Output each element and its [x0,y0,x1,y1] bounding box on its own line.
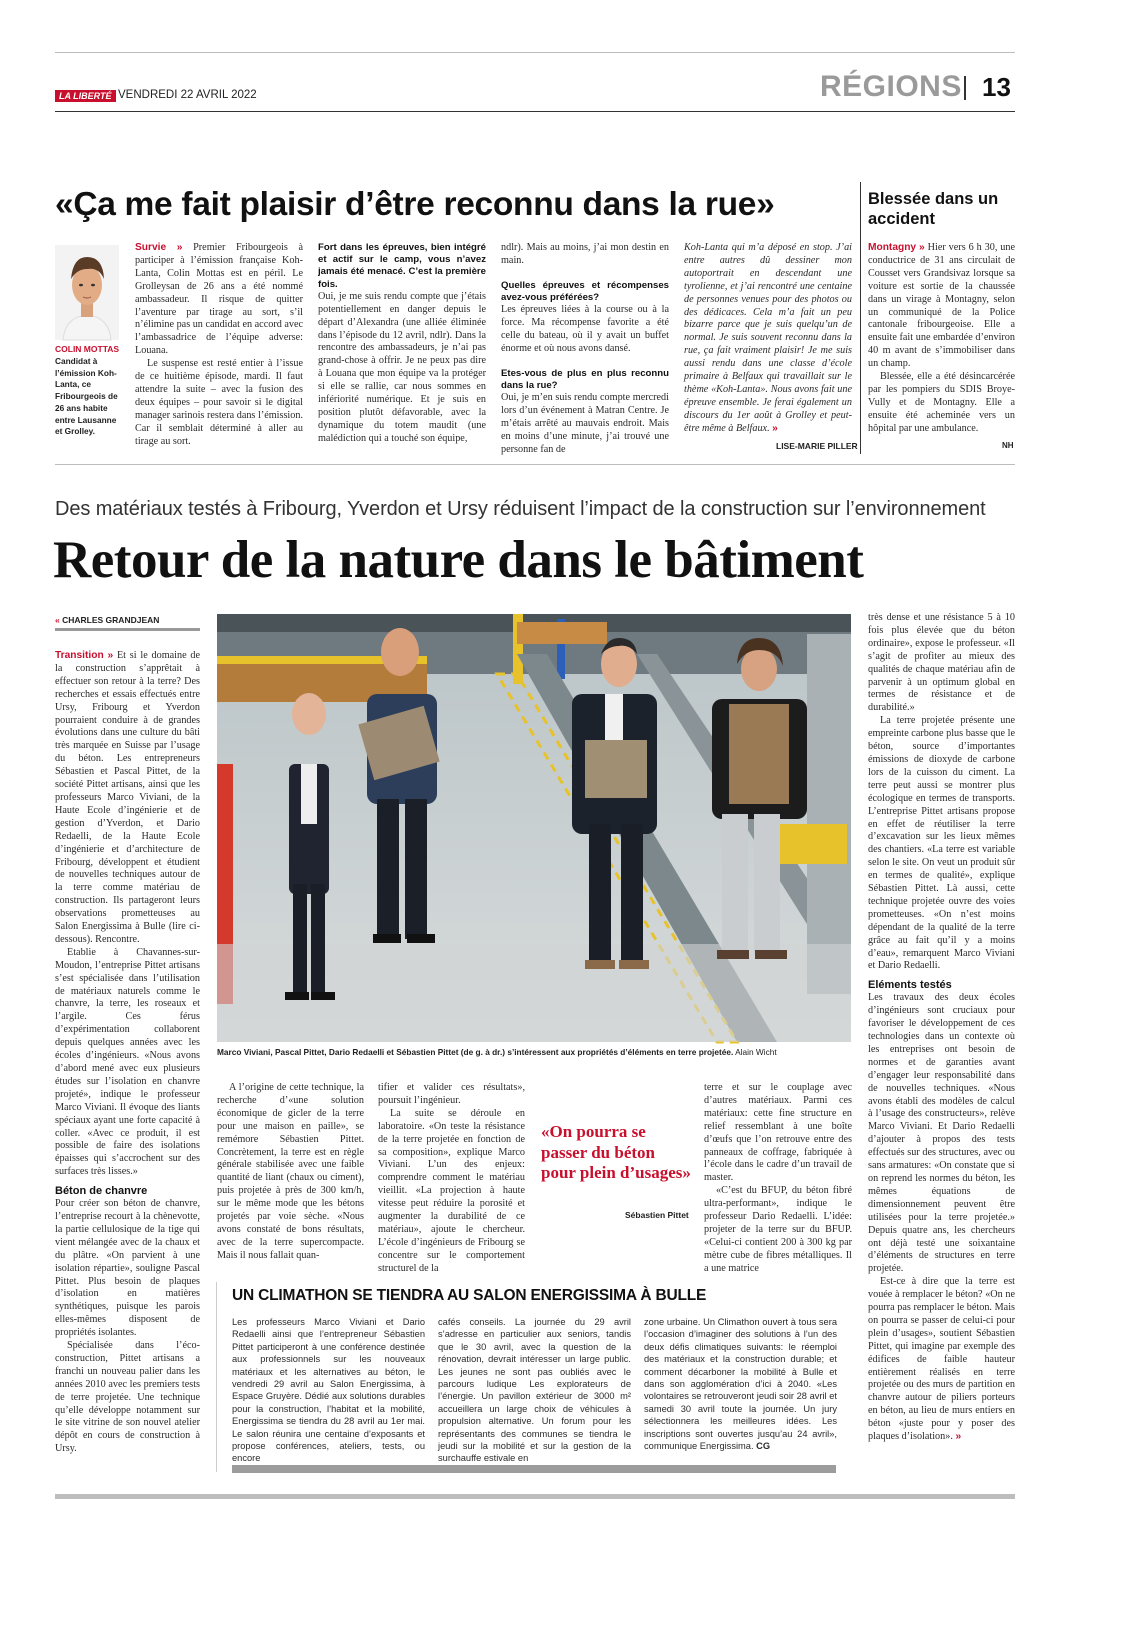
box-title: UN CLIMATHON SE TIENDRA AU SALON ENERGISSIMA À BULLE [232,1287,707,1304]
sidebar-divider [860,182,861,454]
pull-quote: «On pourra se passer du béton pour plein d’usages» [541,1122,691,1182]
author-line: « CHARLES GRANDJEAN [55,615,160,625]
box-rule-left [216,1282,217,1472]
article1-col3: ndlr). Mais au moins, j’ai mon destin en main. Quelles épreuves et récompenses avez-vous préférées? Les épreuves liées à la course ou à la force. Ma récompense favorite a été celle du bateau, où il y avait un buffet énorme et où nous avons dansé. Etes-vous de plus en plus reconnu dans la rue? Oui, je m’en suis rendu compte mercredi lors d’un événement à Matran Centre. Je m’étais arrêté au mauvais endroit. Mais en moins d’une minute, j’ai trouvé une personne fan de [501,242,669,455]
section-divider [55,464,1015,465]
subhead: Eléments testés [868,979,952,992]
interview-question: Fort dans les épreuves, bien intégré et actif sur le camp, vous n’avez jamais été menacé. C’est la première fois. [318,242,486,290]
photo-credit: Alain Wicht [735,1047,777,1057]
issue-date: VENDREDI 22 AVRIL 2022 [118,89,257,101]
page-number: 13 [982,72,1011,102]
box-col2: cafés conseils. La journée du 29 avril s’adresse en particulier aux seniors, tandis que le 30 avril, avec la question de la rénovation, devrait intéresser un large public. Les jeunes ne sont pas oubliés avec le parcours ludique Les explorateurs de l’énergie. Un pavillon extérieur de 3000 m² accueillera un large choix de véhicules à propulsion alternative. Un forum pour les représentants des communes se tiendra le jeudi sur la mobilité et sur la gestion de la surchauffe estivale en [438,1317,631,1464]
article2-title: Retour de la nature dans le bâtiment [53,531,864,589]
article1-col2: Fort dans les épreuves, bien intégré et actif sur le camp, vous n’avez jamais été menacé. C’est la première fois. Oui, je me suis rendu compte que j’étais potentiellement en danger depuis le départ d’Alexandra (une alliée éliminée dans l’épisode du 12 avril, ndlr). Dans la rencontre des ambassadeurs, je n’ai pas grand-chose à offrir. Je ne peux pas dire à Louana que mon équipe va la protéger si elle se rallie, car nous sommes en infériorité numérique. Et je suis en position plutôt défavorable, avec la dynamique du totem maudit (une malédiction qui a touché son équipe, [318,242,486,444]
main-photo [217,614,851,1042]
article1-byline: LISE-MARIE PILLER [776,441,858,451]
photo-caption: Marco Viviani, Pascal Pittet, Dario Redaelli et Sébastien Pittet (de g. à dr.) s’intéressent aux propriétés d’éléments en terre projetée. Alain Wicht [217,1047,777,1057]
article2-col6: très dense et une résistance 5 à 10 fois plus élevée que du béton ordinaire», expose le professeur. «Il s’agit de profiter au mieux des qualités de chaque matériau afin de parvenir à un optimum global en termes de résistance et de durabilité.» La terre projetée présente une empreinte carbone plus basse que le béton, source d’importantes émissions de dioxyde de carbone lors de la cuisson du ciment. La terre peut aussi se montrer plus écologique en termes de transports. L’entreprise Pittet artisans propose en effet de réutiliser la terre d’excavation sur les lieux mêmes des chantiers. «La terre est variable selon le site. On veut un produit sûr en termes de qualité», explique Sébastien Pittet. Là aussi, cette technique projetée ouvre des voies prometteuses. «On n’est moins dépendant de la qualité de la terre grâce au fait qu’il y a moins d’eau», remarquent Marco Viviani et Dario Redaelli. Eléments testés Les travaux des deux écoles d’ingénieurs sont cruciaux pour favoriser le développement de ces technologies dans un contexte où les entreprises ont besoin de normes et de garanties avant d’engager leur responsabilité dans de nouvelles techniques. «Nous avons établi des modèles de calcul à l’usage des constructeurs», relève Marco Viviani. Et Dario Redaelli d’ajouter à propos des tests effectués sur des structures, avec ou sans armatures: «On constate que si on reprend les normes du béton, les mêmes équations de dimensionnement peuvent être utilisées pour la terre projetée.» Depuis quatre ans, les chercheurs ont déjà testé une soixantaine d’éléments de structures en terre projetée. Est-ce à dire que la terre est vouée à remplacer le béton? «On ne pourra pas remplacer le béton. Mais on pourra se passer de celui-ci pour plein d’usages», soutient Sébastien Pittet, qui imagine par exemple des édifices de faible hauteur entièrement réalisés en terre projetée ou des murs de partition en chanvre autour de piliers porteurs en béton, au lieu de murs entiers en béton «juste pour y poser des plaques d’isolation». » [868,612,1015,1443]
article1-col4: Koh-Lanta qui m’a déposé en stop. J’ai entre autres dû dessiner mon autoportrait en descendant une tyrolienne, et j’ai rencontré une centaine de personnes venues pour des photos ou des dédicaces. Cela m’a fait un peu bizarre parce que je suis quelqu’un de normal. Je suis souvent reconnu dans la rue, ça fait vraiment plaisir! Je me suis aussi rendu dans une classe d’école primaire à Belfaux qui travaillait sur le thème «Koh-Lanta». Nous avons fait une épreuve ensemble. Je ferai également un discours du 1er août à Grolley et peut-être même à Belfaux. » [684,242,852,434]
article1-col1: Survie » Premier Fribourgeois à participer à l’émission française Koh-Lanta, Colin Mottas est en péril. Le Grolleysan de 26 ans a été nommé ambassadeur. Il risque de quitter l’aventure par tirage au sort, s’il n’élimine pas un candidat en accord avec l’ambassadrice de l’équipe adverse: Louana. Le suspense est resté entier à l’issue de ce huitième épisode, mardi. Il faut attendre la suite – avec la fusion des deux équipes – pour savoir si le digital manager sarinois restera dans l’émission. Car il semblait déterminé à aller au tirage au sort. [135,242,304,447]
article2-col1: Transition » Et si le domaine de la construction s’apprêtait à effectuer son retour à la terre? Des recherches et essais effectués entre Ursy, Fribourg et Yverdon pourraient conduire à de grandes évolutions dans une culture du bâti très marquée en Suisse par l’usage du béton. Les entrepreneurs Sébastien et Pascal Pittet, de la société Pittet artisans, ainsi que les professeurs Marco Viviani, de la Haute Ecole d’ingénierie et de gestion d’Yverdon, et Dario Redaelli, de la Haute Ecole d’ingénierie et d’architecture de Fribourg, développent et étudient de nouvelles techniques autour de la terre comme matériau de construction. Ils partageront leurs observations prometteuses au Salon Energissima à Bulle (lire ci-dessous). Rencontre. Etablie à Chavannes-sur-Moudon, l’entreprise Pittet artisans s’est spécialisée dans l’utilisation de matériaux naturels comme le chanvre, la terre, les roseaux et l’argile. Ces férus d’expérimentation collaborent depuis quelques années avec les écoles d’ingénieurs. «Nous avons d’abord mené avec eux plusieurs études sur l’isolation en chanvre projeté», indique le professeur Marco Viviani. Il évoque des liants spéciaux ayant une forte capacité à coller. «Avec ce produit, il est possible de faire des isolations épaisses qui s’accrochent sur des surfaces très lisses.» Béton de chanvre Pour créer son béton de chanvre, l’entreprise recourt à la chènevotte, la partie cellulosique de la tige qui vient mélangée avec de la chaux et du plâtre. «On parvient à une isolation répartie», souligne Pascal Pittet. Plus besoin de plaques d’isolation en matières synthétiques, puisque les parois elles-mêmes disposent de propriétés isolantes. Spécialisée dans l’éco-construction, Pittet artisans a franchi un nouveau palier dans les années 2010 avec les premiers tests de terre projetée. Une technique qu’elle développe notamment sur le site vitrine de son nouvel atelier dépôt en cours de construction à Ursy. [55,650,201,1455]
footer-bar [55,1494,1015,1499]
portrait-caption-text: Candidat à l’émission Koh-Lanta, ce Fribourgeois de 26 ans habite entre Lausanne et Grolley. [55,356,118,437]
box-col3: zone urbaine. Un Climathon ouvert à tous sera l’occasion d’imaginer des solutions à l’un des deux défis climatiques suivants: le réemploi des matériaux et la construction durable; et comment décarboner la mobilité à Bulle et dans son agglomération d’ici à 2040. «Les volontaires se retrouveront jeudi soir 28 avril et samedi 30 avril toute la journée. Un jury sélectionnera les meilleures idées. Les inscriptions sont ouvertes jusqu’au 24 avril», communique Energissima. CG [644,1317,837,1452]
interview-question: Etes-vous de plus en plus reconnu dans la rue? [501,367,669,392]
sidebar-title: Blessée dans un accident [868,190,999,228]
pull-quote-author: Sébastien Pittet [625,1210,689,1220]
article2-kicker: Des matériaux testés à Fribourg, Yverdon et Ursy réduisent l’impact de la construction sur l’environnement [55,498,986,520]
author-rule [55,628,200,631]
subhead: Béton de chanvre [55,1185,148,1198]
sidebar-signature: NH [1002,441,1014,450]
header-rule [55,111,1015,112]
lead-word: Survie [135,242,167,253]
article2-col3: tifier et valider ces résultats», poursuit l’ingénieur. La suite se déroule en laboratoire. «On teste la résistance de la terre projetée en fonction de sa composition», explique Marco Viviani. L’un des enjeux: comprendre comment le matériau vieillit. «La projection à haute vitesse peut réduire la porosité et augmenter la durabilité de ce matériau», ajoute le chercheur. L’école d’ingénieurs de Fribourg se concentre sur le comportement structurel de la [378,1082,525,1274]
box-col1: Les professeurs Marco Viviani et Dario Redaelli ainsi que l’entrepreneur Sébastien Pittet participeront à une conférence destinée aux professionnels sur les nouveaux matériaux et les alternatives au béton, le vendredi 29 avril au Salon Energissima, à Espace Gruyère. Dédié aux solutions durables pour la construction, l’habitat et la mobilité, Energissima se tiendra du 28 avril au 1er mai. Le salon réunira une centaine d’exposants et propose conférences, ateliers, tests, ou encore [232,1317,425,1464]
section-name: RÉGIONS [820,70,962,103]
top-rule [55,52,1015,53]
portrait-caption-name: COLIN MOTTAS [55,344,120,354]
header-separator [964,76,966,100]
article1-title: «Ça me fait plaisir d’être reconnu dans la rue» [55,186,775,223]
box-bottom-bar [232,1465,836,1473]
article2-col5: terre et sur le couplage avec d’autres matériaux. Parmi ces matériaux: cette fine structure en relief ressemblant à une boîte d’œufs que l’on retrouve entre des panneaux de coffrage, fabriquée à l’école dans le cadre d’un travail de master. «C’est du BFUP, du béton fibré ultra-performant», indique le professeur Dario Redaelli. L’idée: projeter de la terre sur du BFUP. «Celui-ci contient 200 à 300 kg par mètre cube de fibres métalliques. Il a une matrice [704,1082,852,1274]
portrait-photo [55,245,119,340]
sidebar-text: Montagny » Hier vers 6 h 30, une conductrice de 31 ans circulait de Cousset vers Grandsivaz lorsque sa voiture est sortie de la chaussée dans un virage à Montagny, selon un communiqué de la Police cantonale fribourgeoise. Elle a ensuite fait une embardée d’environ 40 m avant de s’immobiliser dans un champ. Blessée, elle a été désincarcérée par les pompiers du SDIS Broye-Vully et de Montagny. Elle a ensuite été acheminée vers un hôpital par une ambulance. [868,242,1016,434]
newspaper-logo: LA LIBERTÉ [55,90,116,102]
interview-question: Quelles épreuves et récompenses avez-vous préférées? [501,279,669,304]
article2-col2: A l’origine de cette technique, la recherche d’«une solution économique de gicler de la terre pour une maison en paille», se remémore Sébastien Pittet. Concrètement, la terre est en règle générale stabilisée avec une faible quantité de liant (chaux ou ciment), puis projetée à près de 300 km/h, sur le même mode que les bétons projetés par voie sèche. «Nous avons constaté de bons résultats, avec de la terre supercompacte. Mais il nous fallait quan- [217,1082,364,1261]
box-signature: CG [756,1441,771,1452]
